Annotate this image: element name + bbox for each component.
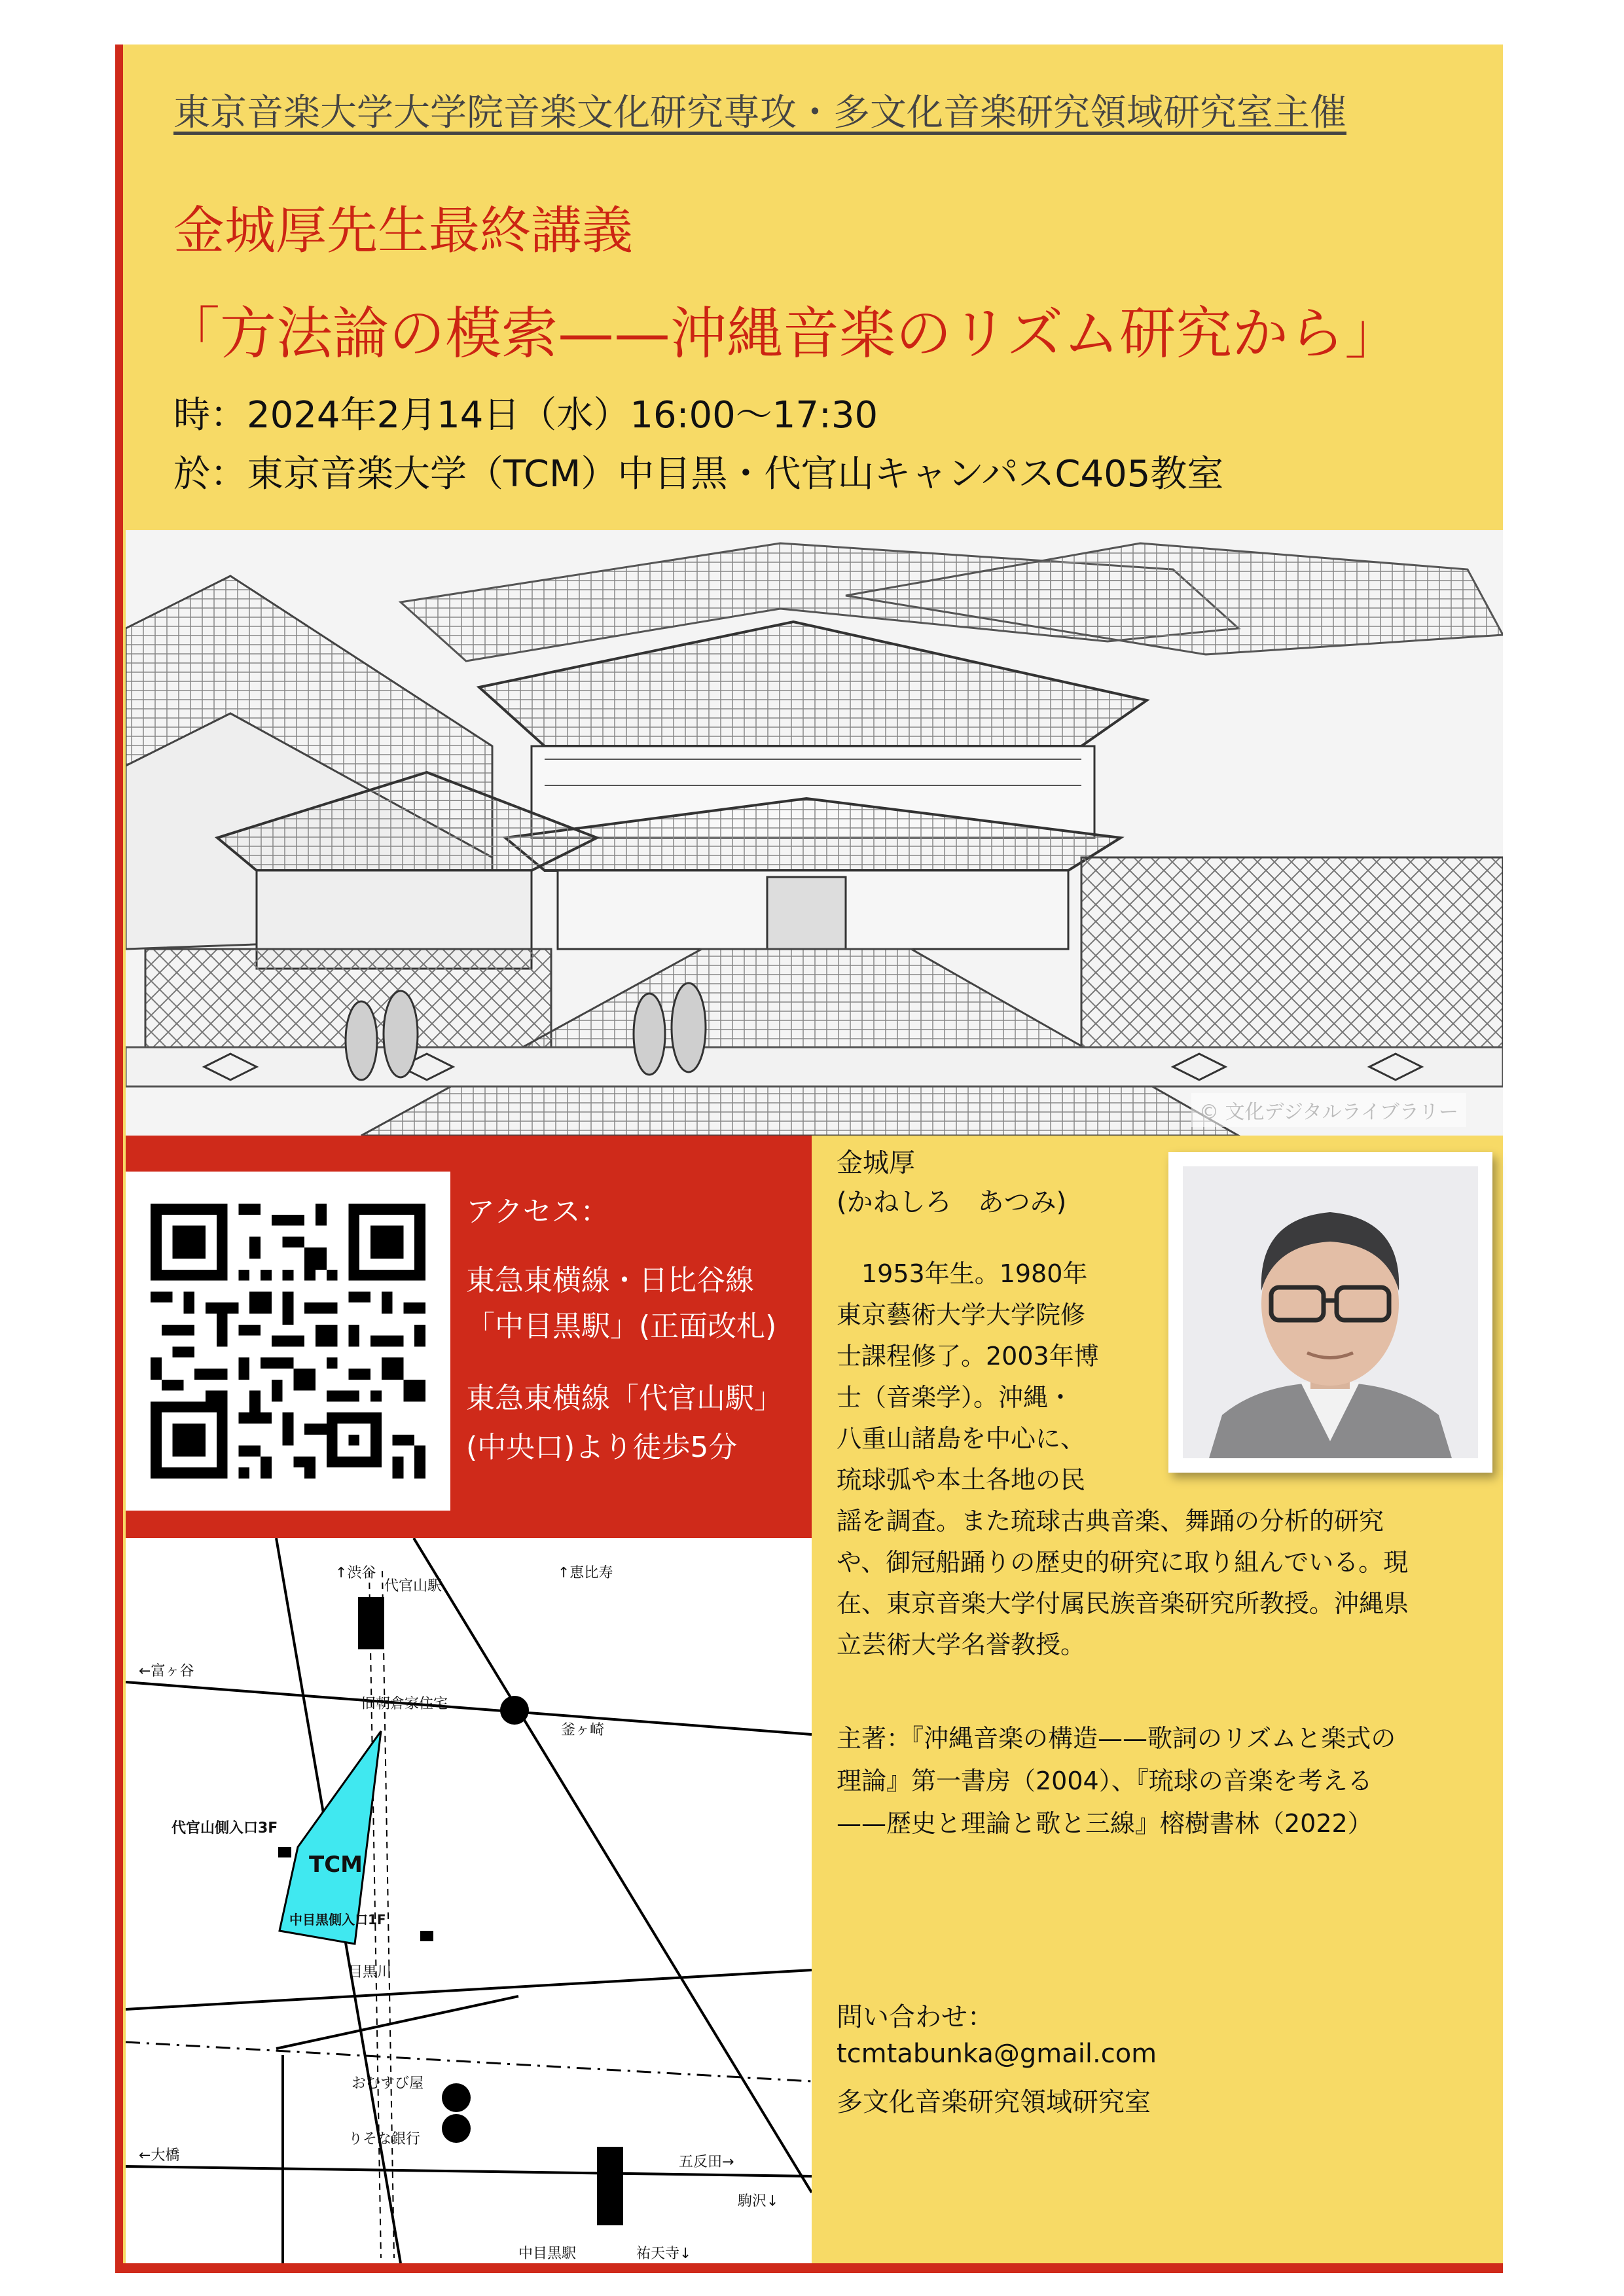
map-label-nakameguro-station: 中目黒駅 <box>518 2246 577 2262</box>
left-accent-bar <box>115 45 123 2273</box>
map-label-ebisu: ↑恵比寿 <box>558 1565 613 1581</box>
palace-drawing <box>126 530 1503 1136</box>
bio-line: 立芸術大学名誉教授。 <box>837 1630 1086 1659</box>
contact-office: 多文化音楽研究領域研究室 <box>837 2087 1151 2117</box>
access-heading: アクセス： <box>466 1195 609 1229</box>
map-label-ohashi: ←大橋 <box>139 2147 180 2164</box>
qr-code-box <box>126 1172 450 1511</box>
bottom-accent-bar <box>115 2263 1503 2273</box>
qr-code[interactable] <box>151 1200 425 1482</box>
map-label-asakura: 旧朝倉家住宅 <box>361 1696 448 1712</box>
portrait-drawing <box>1183 1166 1478 1458</box>
lecture-name: 金城厚先生最終講義 <box>173 202 634 260</box>
speaker-photo <box>1183 1166 1478 1458</box>
map-label-entrance-3f: 代官山側入口3F <box>171 1820 278 1837</box>
map-label-omusubi: おむすび屋 <box>352 2075 424 2092</box>
bio-line: 東京藝術大学大学院修 <box>837 1300 1086 1329</box>
bio-line: 在、東京音楽大学付属民族音楽研究所教授。沖縄県 <box>837 1589 1409 1618</box>
contact-email[interactable]: tcmtabunka@gmail.com <box>837 2039 1157 2069</box>
map-label-daikanyama-station: 代官山駅 <box>384 1578 442 1594</box>
palace-illustration <box>126 530 1503 1136</box>
bio-line: 謡を調査。また琉球古典音楽、舞踊の分析的研究 <box>837 1507 1384 1535</box>
organizer-text: 東京音楽大学大学院音楽文化研究専攻・多文化音楽研究領域研究室主催 <box>173 92 1346 134</box>
speaker-name: 金城厚 <box>837 1148 915 1178</box>
works-line: 主著：『沖縄音楽の構造——歌詞のリズムと楽式の <box>837 1724 1396 1753</box>
bio-line: 士（音楽学）。沖縄・ <box>837 1383 1074 1412</box>
bio-line: 琉球弧や本土各地の民 <box>837 1465 1086 1494</box>
speaker-photo-frame <box>1168 1152 1492 1473</box>
map-label-komazawa: 駒沢↓ <box>738 2193 779 2210</box>
speaker-name-reading: (かねしろ あつみ) <box>837 1187 1067 1217</box>
access-line: 東急東横線「代官山駅」 <box>466 1382 783 1415</box>
contact-heading: 問い合わせ： <box>837 2002 994 2032</box>
map-label-tomigaya: ←富ヶ谷 <box>139 1663 194 1679</box>
map-drawing <box>126 1538 812 2263</box>
access-line: (中央口)より徒歩5分 <box>466 1431 738 1464</box>
bio-line: 士課程修了。2003年博 <box>837 1342 1099 1371</box>
bio-line: 八重山諸島を中心に、 <box>837 1424 1086 1453</box>
works-line: 理論』第一書房（2004）、『琉球の音楽を考える <box>837 1767 1373 1795</box>
access-line: 東急東横線・日比谷線 <box>466 1264 754 1297</box>
works-line: ——歴史と理論と歌と三線』榕樹書林（2022） <box>837 1809 1373 1838</box>
access-map <box>126 1538 812 2263</box>
map-label-gotanda: 五反田→ <box>679 2154 734 2170</box>
access-line: 「中目黒駅」(正面改札) <box>466 1310 777 1343</box>
event-datetime: 時：2024年2月14日（水）16:00〜17:30 <box>173 394 878 437</box>
bio-line: 1953年生。1980年 <box>837 1259 1088 1288</box>
map-label-tcm: TCM <box>309 1852 363 1878</box>
lecture-title: 「方法論の模索——沖縄音楽のリズム研究から」 <box>164 301 1401 367</box>
event-venue: 於：東京音楽大学（TCM）中目黒・代官山キャンパスC405教室 <box>173 453 1224 495</box>
map-label-entrance-1f: 中目黒側入口1F <box>289 1912 386 1928</box>
map-label-meguro-river: 目黒川 <box>348 1964 392 1981</box>
map-label-yutenji: 祐天寺↓ <box>636 2246 692 2262</box>
map-label-kamagasaki: 釜ヶ崎 <box>561 1722 605 1738</box>
bio-line: や、御冠船踊りの歴史的研究に取り組んでいる。現 <box>837 1548 1409 1577</box>
map-label-resona: りそな銀行 <box>348 2131 421 2147</box>
image-credit: © 文化デジタルライブラリー <box>1191 1093 1466 1127</box>
map-label-shibuya: ↑渋谷 <box>335 1565 376 1581</box>
